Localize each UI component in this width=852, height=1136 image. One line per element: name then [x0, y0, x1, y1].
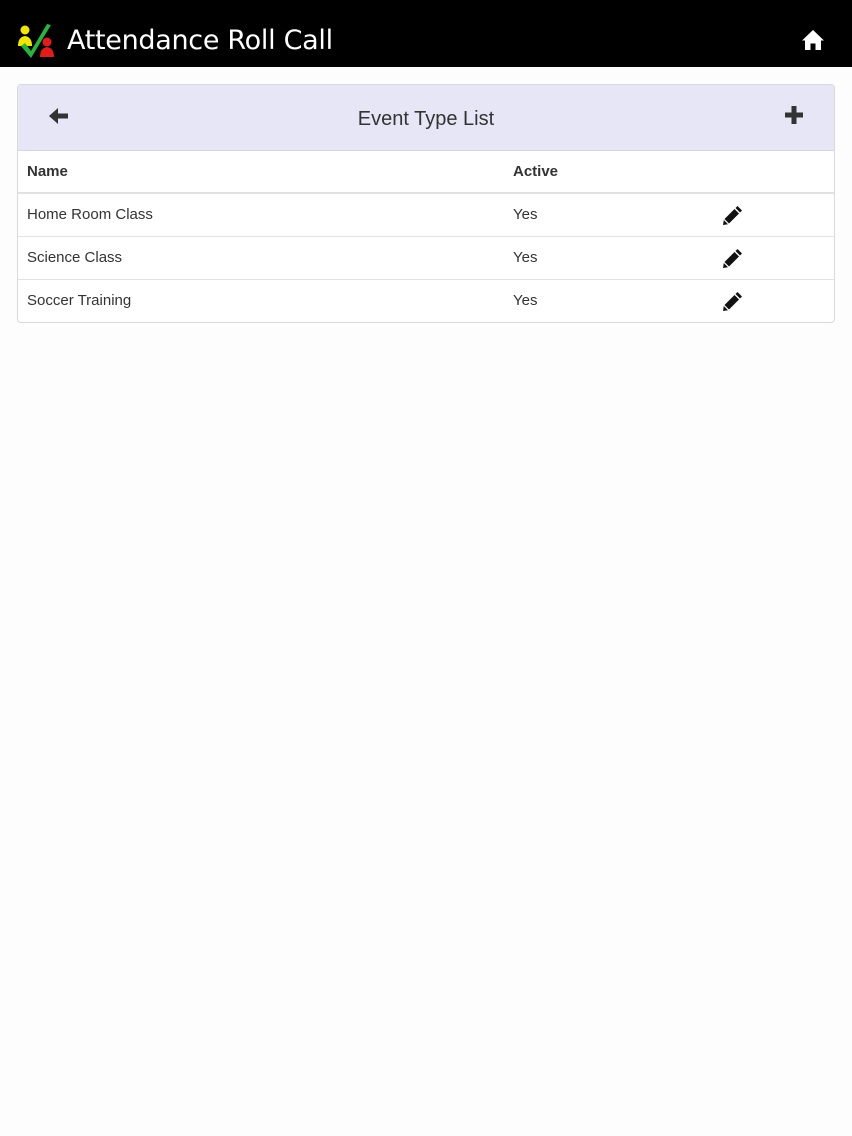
row-active: Yes	[513, 206, 538, 224]
column-header-actions	[706, 151, 834, 193]
attendance-logo-icon	[16, 22, 58, 62]
plus-icon[interactable]	[784, 105, 804, 125]
table-row[interactable]	[18, 236, 834, 279]
column-header-name: Name	[18, 151, 504, 193]
event-type-table	[18, 151, 834, 322]
panel-header	[18, 85, 834, 151]
event-type-panel	[17, 84, 835, 323]
app-title: Attendance Roll Call	[67, 25, 333, 56]
pencil-icon[interactable]	[722, 290, 744, 312]
pencil-icon[interactable]	[722, 247, 744, 269]
app-bar	[0, 0, 852, 67]
row-edit-cell	[706, 279, 834, 322]
row-name: Home Room Class	[27, 206, 153, 224]
row-active: Yes	[504, 279, 706, 322]
panel-title: Event Type List	[357, 108, 495, 130]
row-name: Soccer Training	[18, 279, 504, 322]
pencil-icon[interactable]	[722, 204, 744, 226]
column-header-active: Active	[504, 151, 706, 193]
table-row[interactable]	[18, 279, 834, 322]
row-edit-cell	[706, 236, 834, 279]
table-row[interactable]	[18, 193, 834, 236]
home-icon[interactable]	[800, 27, 826, 53]
table-header-row	[18, 151, 834, 193]
row-name: Science Class	[18, 236, 504, 279]
row-active: Yes	[504, 236, 706, 279]
row-edit-cell	[706, 193, 834, 236]
